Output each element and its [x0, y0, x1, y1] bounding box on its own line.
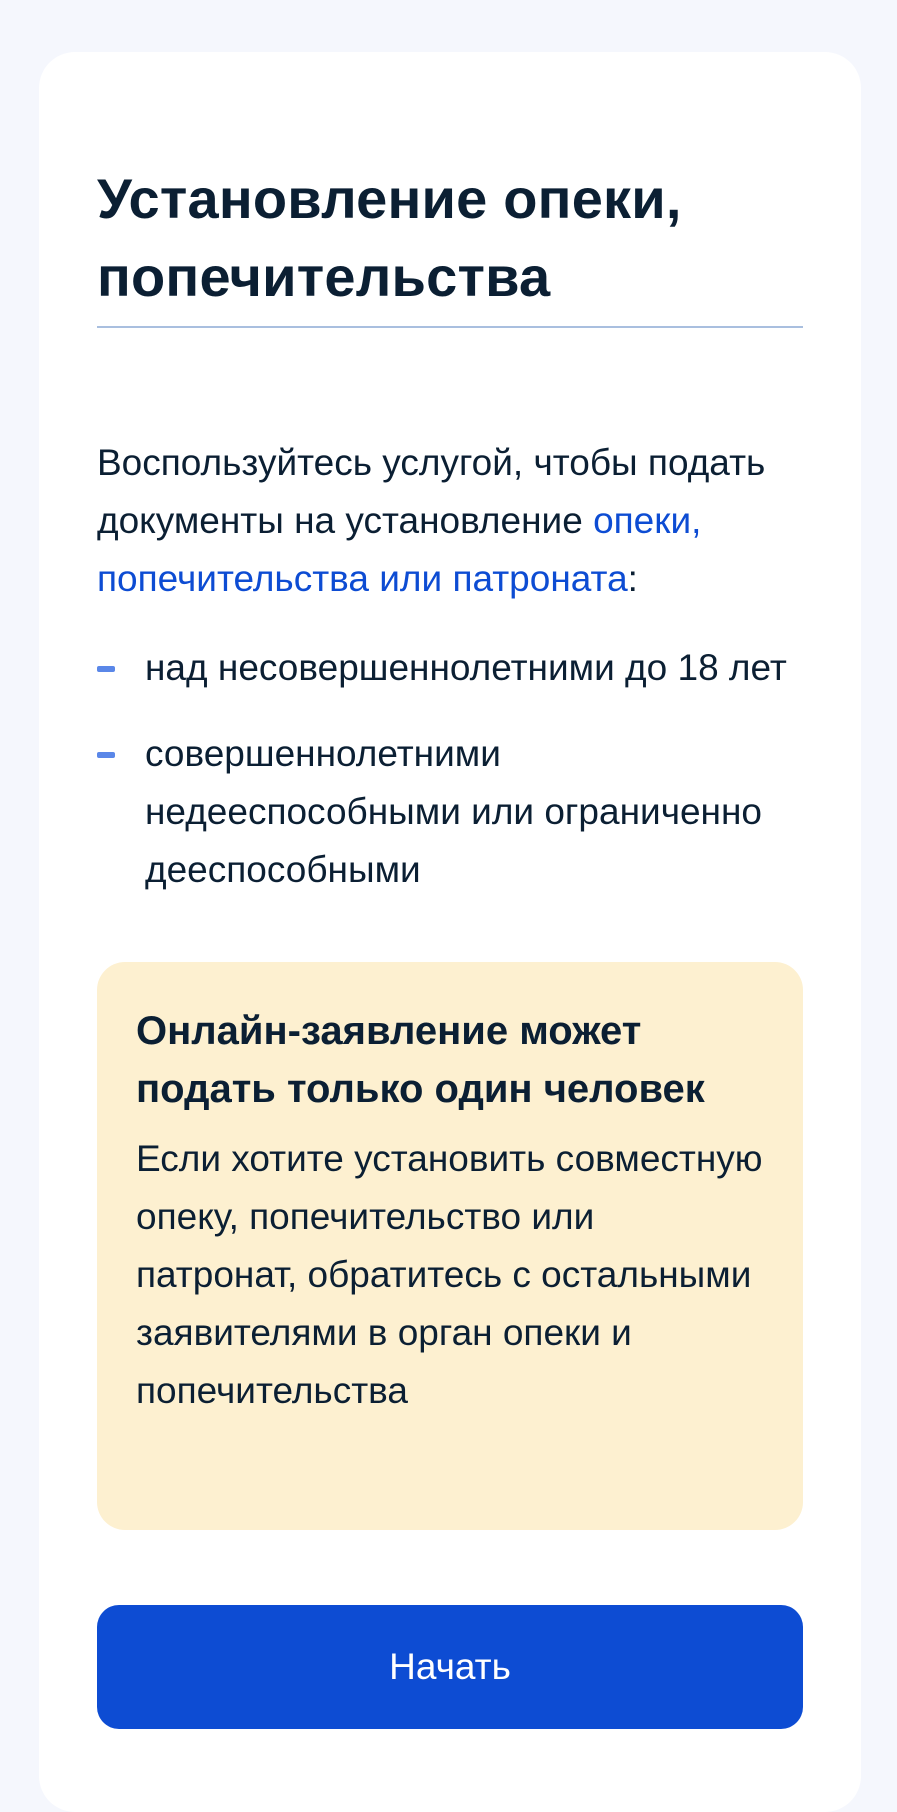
guardianship-link[interactable]: опеки, попечительства или патроната: [97, 500, 702, 599]
description-text: Воспользуйтесь услугой, чтобы подать документы на установление: [97, 442, 766, 541]
eligibility-list: [97, 639, 817, 899]
page-title: Установление опеки, попечительства: [97, 167, 682, 308]
list-item-text: совершеннолетними недееспособными или ограниченно дееспособными: [145, 733, 762, 890]
notice-text: Если хотите установить совместную опеку, попечительство или патронат, обратитесь с остальными заявителями в орган опеки и попечительства: [136, 1138, 763, 1411]
list-item: [97, 639, 817, 697]
service-description: [97, 434, 817, 608]
title-divider: [97, 326, 803, 328]
notice-box: [97, 962, 803, 1530]
dash-bullet-icon: [97, 752, 115, 758]
service-card: [39, 52, 861, 1812]
start-button[interactable]: Начать: [97, 1605, 803, 1729]
dash-bullet-icon: [97, 666, 115, 672]
notice-title: Онлайн-заявление может подать только один человек: [136, 1009, 705, 1111]
list-item-text: над несовершеннолетними до 18 лет: [145, 647, 787, 688]
description-colon: :: [627, 558, 638, 599]
list-item: [97, 725, 817, 899]
